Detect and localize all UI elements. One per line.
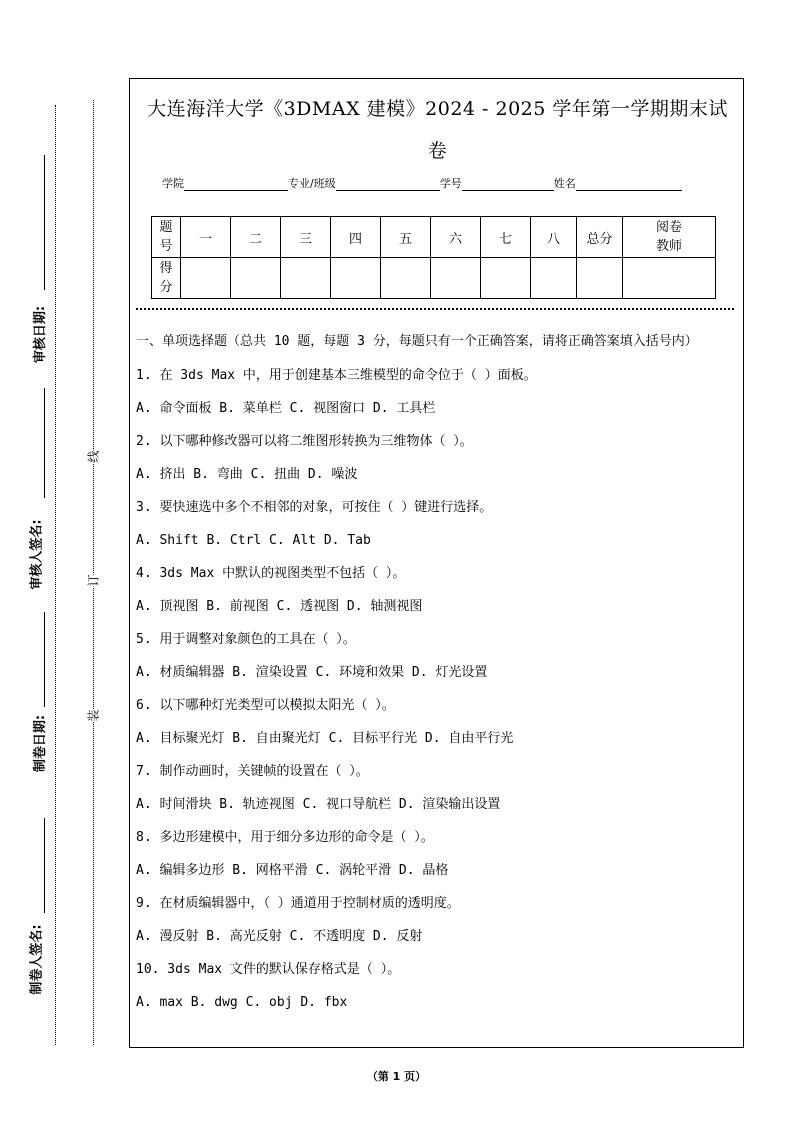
- make-date-line: [44, 612, 45, 707]
- title-line-2: 卷: [427, 140, 448, 162]
- score-cell[interactable]: [281, 258, 331, 299]
- col-header-grader: 阅卷 教师: [623, 217, 716, 258]
- question-line: 5. 用于调整对象颜色的工具在（ ）。: [136, 632, 356, 647]
- question-line: 1. 在 3ds Max 中，用于创建基本三维模型的命令位于（ ）面板。: [136, 368, 537, 383]
- col-header: 五: [381, 217, 431, 258]
- row-label-score: 得 分: [152, 258, 181, 299]
- option-line: A. 顶视图 B. 前视图 C. 透视图 D. 轴测视图: [136, 599, 423, 614]
- score-cell-grader[interactable]: [623, 258, 716, 299]
- auditor-sign-label: 审核人签名:: [29, 519, 45, 590]
- title-line-1: 大连海洋大学《3DMAX 建模》2024 - 2025 学年第一学期期末试: [147, 98, 728, 120]
- audit-date-line: [44, 155, 45, 290]
- col-header: 一: [181, 217, 231, 258]
- exam-frame: [129, 78, 744, 1048]
- binding-text-line: 线: [86, 450, 101, 463]
- score-cell[interactable]: [231, 258, 281, 299]
- question-line: 9. 在材质编辑器中，（ ）通道用于控制材质的透明度。: [136, 896, 460, 911]
- option-line: A. 编辑多边形 B. 网格平滑 C. 涡轮平滑 D. 晶格: [136, 863, 449, 878]
- score-cell[interactable]: [381, 258, 431, 299]
- score-cell[interactable]: [181, 258, 231, 299]
- exam-title: [130, 91, 745, 169]
- question-line: 3. 要快速选中多个不相邻的对象，可按住（ ）键进行选择。: [136, 500, 493, 515]
- score-cell[interactable]: [481, 258, 531, 299]
- binding-text-bind: 装: [86, 709, 101, 722]
- major-blank[interactable]: [336, 178, 440, 191]
- student-id-blank[interactable]: [462, 178, 554, 191]
- question-line: 8. 多边形建模中，用于细分多边形的命令是（ ）。: [136, 830, 434, 845]
- audit-date-label: 审核日期:: [33, 305, 49, 364]
- option-line: A. 挤出 B. 弯曲 C. 扭曲 D. 噪波: [136, 467, 358, 482]
- question-line: 10. 3ds Max 文件的默认保存格式是（ ）。: [136, 962, 401, 977]
- auditor-sign-line: [44, 388, 45, 498]
- score-cell[interactable]: [531, 258, 577, 299]
- col-header: 八: [531, 217, 577, 258]
- score-cell-total[interactable]: [577, 258, 623, 299]
- option-line: A. Shift B. Ctrl C. Alt D. Tab: [136, 533, 371, 548]
- option-line: A. max B. dwg C. obj D. fbx: [136, 995, 348, 1010]
- question-line: 6. 以下哪种灯光类型可以模拟太阳光（ ）。: [136, 698, 395, 713]
- student-id-label: 学号: [439, 177, 462, 190]
- maker-sign-line: [44, 818, 45, 913]
- student-info-row: [162, 175, 682, 191]
- score-table: [151, 216, 716, 299]
- col-header: 七: [481, 217, 531, 258]
- row-label-question: 题 号: [152, 217, 181, 258]
- score-cell[interactable]: [431, 258, 481, 299]
- option-line: A. 时间滑块 B. 轨迹视图 C. 视口导航栏 D. 渲染输出设置: [136, 797, 501, 812]
- binding-text-staple: 订: [86, 574, 101, 587]
- option-line: A. 漫反射 B. 高光反射 C. 不透明度 D. 反射: [136, 929, 423, 944]
- col-header: 六: [431, 217, 481, 258]
- question-line: 2. 以下哪种修改器可以将二维图形转换为三维物体（ ）。: [136, 434, 473, 449]
- option-line: A. 命令面板 B. 菜单栏 C. 视图窗口 D. 工具栏: [136, 401, 436, 416]
- maker-sign-label: 制卷人签名:: [29, 924, 45, 995]
- binding-dotted-line: [93, 100, 94, 1045]
- score-table-score-row: [152, 258, 716, 299]
- college-label: 学院: [162, 177, 184, 190]
- question-line: 7. 制作动画时，关键帧的设置在（ ）。: [136, 764, 369, 779]
- col-header-total: 总分: [577, 217, 623, 258]
- col-header: 四: [331, 217, 381, 258]
- score-cell[interactable]: [331, 258, 381, 299]
- section-heading: 一、单项选择题（总共 10 题，每题 3 分，每题只有一个正确答案，请将正确答案填入括号内）: [136, 334, 698, 349]
- name-label: 姓名: [553, 177, 576, 190]
- section-single-choice: [136, 331, 741, 1019]
- make-date-label: 制卷日期:: [33, 714, 49, 773]
- name-blank[interactable]: [576, 178, 682, 191]
- major-label: 专业/班级: [288, 177, 336, 190]
- option-line: A. 目标聚光灯 B. 自由聚光灯 C. 目标平行光 D. 自由平行光: [136, 731, 514, 746]
- page-number: （第 1 页）: [366, 1070, 427, 1083]
- option-line: A. 材质编辑器 B. 渲染设置 C. 环境和效果 D. 灯光设置: [136, 665, 488, 680]
- college-blank[interactable]: [184, 178, 288, 191]
- separator-dotted-line: [136, 308, 734, 310]
- question-line: 4. 3ds Max 中默认的视图类型不包括（ ）。: [136, 566, 406, 581]
- col-header: 三: [281, 217, 331, 258]
- score-table-header-row: [152, 217, 716, 258]
- col-header: 二: [231, 217, 281, 258]
- left-dotted-border: [55, 105, 56, 1045]
